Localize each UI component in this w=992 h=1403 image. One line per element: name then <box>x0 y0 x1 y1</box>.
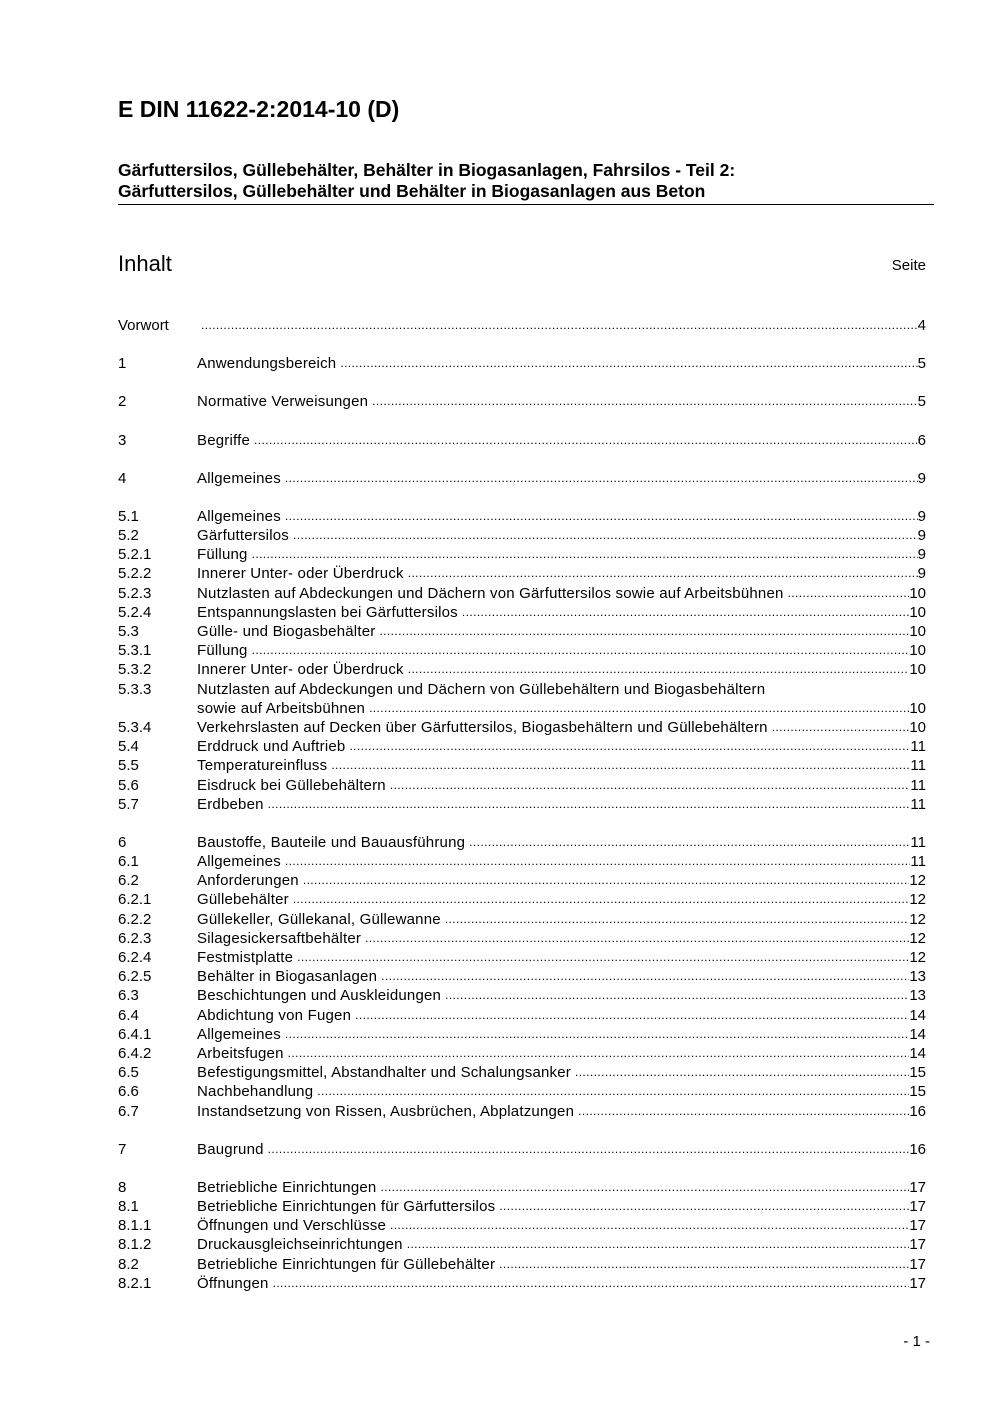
toc-entry-title: Gülle- und Biogasbehälter <box>197 623 376 641</box>
toc-dot-leader <box>201 315 918 335</box>
toc-entry-title: Erddruck und Auftrieb <box>197 738 346 756</box>
toc-entry[interactable] <box>118 1140 926 1159</box>
toc-entry[interactable] <box>118 948 926 967</box>
page-column-label: Seite <box>891 257 926 274</box>
toc-entry-page: 15 <box>909 1064 926 1082</box>
toc-entry[interactable] <box>118 852 926 871</box>
toc-entry-title: Innerer Unter- oder Überdruck <box>197 661 404 679</box>
toc-entry-number: 4 <box>118 469 127 487</box>
toc-entry-title: Temperatureinfluss <box>197 757 328 775</box>
toc-entry-title: Betriebliche Einrichtungen für Gärfuttersilos <box>197 1198 496 1216</box>
toc-entry-title: Baustoffe, Bauteile und Bauausführung <box>197 833 466 851</box>
toc-entry-title: Füllung <box>197 642 248 660</box>
toc-entry-number: Vorwort <box>118 316 169 334</box>
toc-entry[interactable] <box>118 929 926 948</box>
toc-dot-leader <box>355 1005 909 1025</box>
toc-entry-title: Öffnungen <box>197 1274 269 1292</box>
toc-entry-title: Verkehrslasten auf Decken über Gärfuttersilos, Biogasbehältern und Güllebehältern <box>197 718 768 736</box>
toc-entry-page: 5 <box>917 393 926 411</box>
toc-entry-title: Instandsetzung von Rissen, Ausbrüchen, Abplatzungen <box>197 1102 575 1120</box>
toc-entry-page: 9 <box>917 527 926 545</box>
toc-entry-page: 11 <box>910 738 926 756</box>
toc-entry-title: Befestigungsmittel, Abstandhalter und Schalungsanker <box>197 1064 571 1082</box>
toc-entry-number: 5.3.2 <box>118 661 152 679</box>
toc-entry-number: 8.1.1 <box>118 1217 152 1235</box>
toc-entry-title: Allgemeines <box>197 469 281 487</box>
toc-entry-title: Druckausgleichseinrichtungen <box>197 1236 403 1254</box>
toc-entry-page: 10 <box>909 699 926 717</box>
toc-dot-leader <box>390 1215 909 1235</box>
toc-entry[interactable] <box>118 507 926 526</box>
toc-dot-leader <box>499 1254 909 1274</box>
table-of-contents <box>118 316 926 1293</box>
toc-entry-number: 5.5 <box>118 757 139 775</box>
toc-dot-leader <box>365 928 909 948</box>
toc-entry-number: 8.1.2 <box>118 1236 152 1254</box>
toc-dot-leader <box>254 430 918 450</box>
toc-entry-title: Innerer Unter- oder Überdruck <box>197 565 404 583</box>
toc-entry-title: Erdbeben <box>197 795 264 813</box>
toc-entry-number: 3 <box>118 431 127 449</box>
toc-entry-page: 12 <box>909 929 926 947</box>
toc-entry-number: 5.6 <box>118 776 139 794</box>
toc-dot-leader <box>268 1139 910 1159</box>
toc-entry-title: Öffnungen und Verschlüsse <box>197 1217 387 1235</box>
toc-entry[interactable] <box>118 469 926 488</box>
toc-entry-title: Anwendungsbereich <box>197 355 337 373</box>
toc-entry-page: 10 <box>909 623 926 641</box>
toc-dot-leader <box>293 889 909 909</box>
toc-dot-leader <box>252 640 910 660</box>
toc-entry-title: Güllebehälter <box>197 891 289 909</box>
toc-entry-title: Normative Verweisungen <box>197 393 369 411</box>
toc-entry-number: 6 <box>118 833 127 851</box>
toc-entry-page: 14 <box>909 1025 926 1043</box>
toc-entry-page: 4 <box>917 316 926 334</box>
toc-entry[interactable] <box>118 680 926 718</box>
toc-entry-number: 6.6 <box>118 1083 139 1101</box>
toc-dot-leader <box>408 563 918 583</box>
toc-entry[interactable] <box>118 1025 926 1044</box>
toc-dot-leader <box>285 506 918 526</box>
toc-entry-title: Nutzlasten auf Abdeckungen und Dächern von Gärfuttersilos sowie auf Arbeitsbühnen <box>197 584 784 602</box>
toc-entry-page: 13 <box>909 968 926 986</box>
toc-entry[interactable] <box>118 986 926 1005</box>
toc-entry-number: 5.4 <box>118 738 139 756</box>
toc-entry-number: 6.1 <box>118 853 139 871</box>
toc-entry-number: 6.7 <box>118 1102 139 1120</box>
toc-entry[interactable] <box>118 1082 926 1101</box>
toc-entry-title: Güllekeller, Güllekanal, Güllewanne <box>197 910 441 928</box>
toc-dot-leader <box>285 1024 909 1044</box>
toc-dot-leader <box>273 1273 910 1293</box>
toc-entry-title: Eisdruck bei Güllebehältern <box>197 776 386 794</box>
toc-entry[interactable] <box>118 1063 926 1082</box>
toc-entry[interactable] <box>118 967 926 986</box>
toc-dot-leader <box>369 698 909 718</box>
toc-dot-leader <box>285 468 918 488</box>
toc-entry-page: 11 <box>910 757 926 775</box>
toc-dot-leader <box>331 755 910 775</box>
toc-dot-leader <box>380 1177 909 1197</box>
document-title <box>118 160 934 205</box>
toc-entry-page: 11 <box>910 795 926 813</box>
page-number: - 1 - <box>903 1333 930 1350</box>
toc-entry-page: 10 <box>909 584 926 602</box>
toc-entry-number: 5.3.3 <box>118 680 152 698</box>
toc-entry[interactable] <box>118 316 926 335</box>
toc-entry-number: 6.4.2 <box>118 1044 152 1062</box>
toc-entry-page: 9 <box>917 565 926 583</box>
toc-entry-page: 11 <box>910 853 926 871</box>
toc-dot-leader <box>445 985 909 1005</box>
toc-entry-title: Anforderungen <box>197 872 299 890</box>
toc-entry[interactable] <box>118 718 926 737</box>
toc-entry[interactable] <box>118 603 926 622</box>
toc-entry[interactable] <box>118 776 926 795</box>
toc-entry-number: 5.2.4 <box>118 603 152 621</box>
document-title-line-2: Gärfuttersilos, Güllebehälter und Behälter in Biogasanlagen aus Beton <box>118 181 706 201</box>
toc-entry-page: 11 <box>910 776 926 794</box>
toc-entry-number: 5.2.3 <box>118 584 152 602</box>
toc-entry[interactable] <box>118 584 926 603</box>
toc-entry-number: 6.2.3 <box>118 929 152 947</box>
toc-entry-page: 14 <box>909 1006 926 1024</box>
toc-entry[interactable] <box>118 891 926 910</box>
toc-entry-page: 15 <box>909 1083 926 1101</box>
toc-entry-page: 17 <box>909 1217 926 1235</box>
toc-dot-leader <box>390 775 911 795</box>
toc-entry[interactable] <box>118 737 926 756</box>
toc-entry-number: 6.3 <box>118 987 139 1005</box>
toc-entry[interactable] <box>118 565 926 584</box>
toc-entry-title: Gärfuttersilos <box>197 527 289 545</box>
toc-entry-title: Nachbehandlung <box>197 1083 314 1101</box>
toc-dot-leader <box>578 1101 909 1121</box>
toc-dot-leader <box>381 966 909 986</box>
toc-entry[interactable] <box>118 1274 926 1293</box>
toc-entry[interactable] <box>118 641 926 660</box>
toc-entry-page: 17 <box>909 1198 926 1216</box>
toc-entry[interactable] <box>118 910 926 929</box>
toc-dot-leader <box>788 583 910 603</box>
toc-entry-number: 6.2 <box>118 872 139 890</box>
toc-entry-title: Betriebliche Einrichtungen <box>197 1178 377 1196</box>
toc-dot-leader <box>252 544 918 564</box>
toc-entry[interactable] <box>118 1102 926 1121</box>
toc-entry[interactable] <box>118 1197 926 1216</box>
toc-heading: Inhalt <box>118 251 172 276</box>
toc-entry-number: 5.3.4 <box>118 718 152 736</box>
toc-entry-title: Allgemeines <box>197 507 281 525</box>
toc-entry-page: 10 <box>909 718 926 736</box>
toc-entry[interactable] <box>118 431 926 450</box>
toc-entry-page: 11 <box>910 833 926 851</box>
toc-dot-leader <box>379 621 909 641</box>
toc-entry-number: 6.2.5 <box>118 968 152 986</box>
toc-entry-page: 16 <box>909 1140 926 1158</box>
toc-entry-number: 6.4 <box>118 1006 139 1024</box>
toc-entry-number: 5.3 <box>118 623 139 641</box>
toc-entry-number: 5.2 <box>118 527 139 545</box>
toc-entry-title: Allgemeines <box>197 853 281 871</box>
toc-entry-page: 10 <box>909 661 926 679</box>
toc-dot-leader <box>372 391 918 411</box>
toc-entry-page: 6 <box>917 431 926 449</box>
toc-dot-leader <box>317 1081 909 1101</box>
toc-entry-title: Allgemeines <box>197 1025 281 1043</box>
toc-entry-title: Festmistplatte <box>197 949 294 967</box>
toc-entry-title: Arbeitsfugen <box>197 1044 284 1062</box>
toc-entry[interactable] <box>118 1255 926 1274</box>
toc-entry-number: 7 <box>118 1140 127 1158</box>
toc-entry[interactable] <box>118 392 926 411</box>
toc-entry-number: 1 <box>118 355 127 373</box>
toc-entry-title: Baugrund <box>197 1140 264 1158</box>
toc-entry-page: 16 <box>909 1102 926 1120</box>
toc-entry[interactable] <box>118 833 926 852</box>
toc-dot-leader <box>288 1043 910 1063</box>
toc-entry-page: 17 <box>909 1236 926 1254</box>
toc-entry-title: Entspannungslasten bei Gärfuttersilos <box>197 603 458 621</box>
toc-entry[interactable] <box>118 622 926 641</box>
toc-dot-leader <box>408 659 910 679</box>
toc-entry[interactable] <box>118 756 926 775</box>
toc-dot-leader <box>285 851 911 871</box>
toc-entry-page: 17 <box>909 1178 926 1196</box>
toc-dot-leader <box>445 909 910 929</box>
toc-dot-leader <box>268 794 911 814</box>
toc-entry-number: 8.2 <box>118 1255 139 1273</box>
toc-entry-page: 17 <box>909 1255 926 1273</box>
toc-entry-number: 8 <box>118 1178 127 1196</box>
toc-entry-page: 17 <box>909 1274 926 1292</box>
toc-entry-page: 9 <box>917 469 926 487</box>
toc-entry-page: 9 <box>917 507 926 525</box>
toc-entry-title-continued: sowie auf Arbeitsbühnen <box>197 699 366 717</box>
toc-entry[interactable] <box>118 795 926 814</box>
toc-entry-page: 12 <box>909 949 926 967</box>
toc-entry-page: 12 <box>909 910 926 928</box>
toc-entry-title: Abdichtung von Fugen <box>197 1006 352 1024</box>
toc-entry-page: 13 <box>909 987 926 1005</box>
toc-entry-number: 6.2.2 <box>118 910 152 928</box>
toc-entry-number: 6.2.4 <box>118 949 152 967</box>
toc-dot-leader <box>407 1234 910 1254</box>
toc-dot-leader <box>293 525 918 545</box>
toc-entry-page: 10 <box>909 642 926 660</box>
toc-entry-title: Silagesickersaftbehälter <box>197 929 362 947</box>
toc-dot-leader <box>303 870 909 890</box>
toc-entry[interactable] <box>118 1178 926 1197</box>
toc-entry-page: 12 <box>909 872 926 890</box>
toc-entry-number: 8.1 <box>118 1198 139 1216</box>
toc-entry-number: 8.2.1 <box>118 1274 152 1292</box>
toc-entry-number: 5.7 <box>118 795 139 813</box>
toc-entry-title: Beschichtungen und Auskleidungen <box>197 987 442 1005</box>
document-title-line-1: Gärfuttersilos, Güllebehälter, Behälter in Biogasanlagen, Fahrsilos - Teil 2: <box>118 160 736 180</box>
toc-entry[interactable] <box>118 660 926 679</box>
toc-entry-title: Nutzlasten auf Abdeckungen und Dächern von Güllebehältern und Biogasbehältern <box>197 680 766 698</box>
toc-entry-page: 9 <box>917 546 926 564</box>
toc-entry[interactable] <box>118 1216 926 1235</box>
toc-entry-title: Begriffe <box>197 431 251 449</box>
toc-entry-title: Füllung <box>197 546 248 564</box>
toc-entry-number: 2 <box>118 393 127 411</box>
toc-dot-leader <box>462 602 909 622</box>
toc-entry-title: Betriebliche Einrichtungen für Güllebehälter <box>197 1255 496 1273</box>
toc-entry[interactable] <box>118 1044 926 1063</box>
toc-entry-number: 6.5 <box>118 1064 139 1082</box>
toc-entry[interactable] <box>118 354 926 373</box>
toc-entry[interactable] <box>118 526 926 545</box>
toc-entry-page: 12 <box>909 891 926 909</box>
toc-entry-number: 6.2.1 <box>118 891 152 909</box>
toc-entry[interactable] <box>118 545 926 564</box>
toc-dot-leader <box>499 1196 909 1216</box>
toc-dot-leader <box>349 736 910 756</box>
toc-entry-number: 5.2.1 <box>118 546 152 564</box>
toc-entry[interactable] <box>118 1236 926 1255</box>
toc-dot-leader <box>297 947 909 967</box>
toc-entry-page: 14 <box>909 1044 926 1062</box>
toc-entry-number: 5.1 <box>118 507 139 525</box>
toc-entry-title: Behälter in Biogasanlagen <box>197 968 378 986</box>
document-number: E DIN 11622-2:2014-10 (D) <box>118 96 400 122</box>
toc-dot-leader <box>340 353 917 373</box>
toc-entry-number: 5.3.1 <box>118 642 152 660</box>
toc-dot-leader <box>469 832 910 852</box>
toc-entry-number: 5.2.2 <box>118 565 152 583</box>
toc-dot-leader <box>575 1062 909 1082</box>
toc-dot-leader <box>772 717 910 737</box>
toc-entry[interactable] <box>118 1006 926 1025</box>
toc-entry[interactable] <box>118 871 926 890</box>
toc-entry-page: 10 <box>909 603 926 621</box>
toc-entry-page: 5 <box>917 355 926 373</box>
toc-entry-number: 6.4.1 <box>118 1025 152 1043</box>
